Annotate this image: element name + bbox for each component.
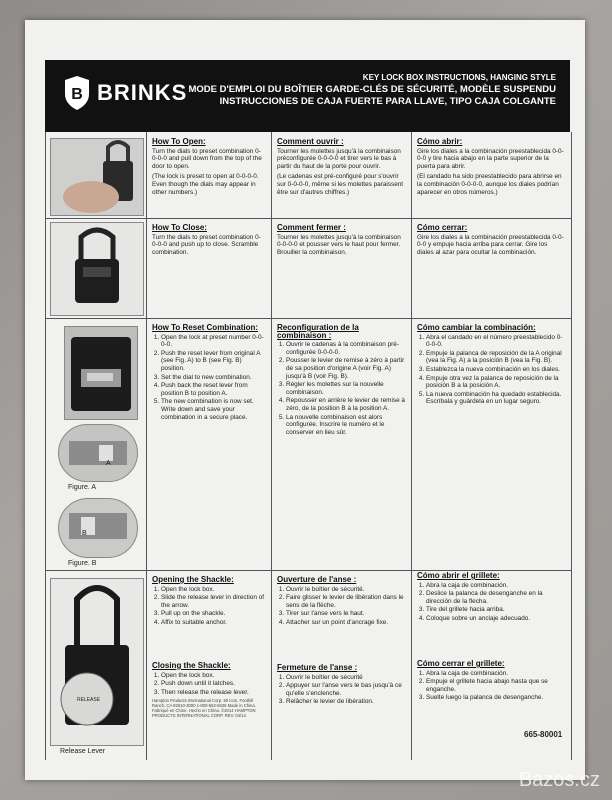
column-divider (271, 132, 272, 760)
reset-en-title: How To Reset Combination: (152, 323, 259, 332)
list-item: 1. Ouvrir le boîtier de sécurité (286, 674, 405, 682)
list-item: 1. Open the lock box. (161, 672, 266, 680)
figure-a-marker: A (106, 460, 111, 467)
open-fr (277, 138, 405, 199)
list-item: 4. Affix to suitable anchor. (161, 619, 266, 627)
list-item: 2. Empuje la palanca de reposición de la A original (vea la Fig. A) a la posición B (vea la Fig. B). (426, 350, 565, 365)
reset-fr-steps (277, 341, 405, 436)
header-title (188, 72, 556, 108)
reset-fr (277, 324, 405, 437)
watermark: Bazos.cz (518, 769, 600, 791)
instruction-grid (45, 132, 572, 760)
list-item: 3. Régler les molettes sur la nouvelle combinaison. (286, 381, 405, 396)
list-item: 1. Abra el candado en el número preestablecido 0-0-0-0. (426, 334, 565, 349)
svg-text:B: B (71, 86, 83, 103)
reset-en-steps (152, 334, 266, 422)
shackle-close-en-steps (152, 672, 266, 697)
figure-b-caption: Figure. B (68, 560, 97, 567)
column-divider (146, 132, 147, 760)
reset-es (417, 324, 565, 407)
lockbox-illustration (51, 223, 143, 315)
open-fr-text: Tourner les molettes jusqu'à la combinaison préconfigurée 0-0-0-0 et tirer vers le bas à partir du haut de la porte pour ouvrir. (277, 147, 401, 170)
shackle-close-fr-title: Fermeture de l'anse : (277, 663, 358, 672)
list-item: 2. Empuje el grillete hacia abajo hasta que se enganche. (426, 678, 565, 693)
row-divider (46, 318, 571, 319)
fine-print: Hampton Products International Corp. 50 Icon, Foothill Ranch, CA 92610-3000 1-800-562-5625 Made in China. Fabriqué en Chine. Hecho en China. ©2014 HAMPTON PRODUCTS INTERNATIONAL CORP. REV. 04/14 (152, 698, 256, 718)
list-item: 5. La nueva combinación ha quedado establecida. Escríbala y guárdela en un lugar seguro. (426, 391, 565, 406)
list-item: 4. Empuje otra vez la palanca de reposición de la posición B a la posición A. (426, 375, 565, 390)
list-item: 2. Faire glisser le levier de libération dans le sens de la flèche. (286, 594, 405, 609)
list-item: 1. Abra la caja de combinación. (426, 670, 565, 678)
close-en-text: Turn the dials to preset combination 0-0-0-0 and push up to close. Scramble combination. (152, 233, 261, 256)
column-divider (411, 132, 412, 760)
list-item: 2. Deslice la palanca de desenganche en la dirección de la flecha. (426, 590, 565, 605)
open-en-note: (The lock is preset to open at 0-0-0-0. Even though the dials may appear in other numbers.) (152, 173, 259, 196)
figure-b-photo (58, 498, 138, 558)
shackle-close-es-steps (417, 670, 565, 702)
list-item: 3. Suelte luego la palanca de desenganche. (426, 694, 565, 702)
title-es: INSTRUCCIONES DE CAJA FUERTE PARA LLAVE, TIPO CAJA COLGANTE (219, 96, 556, 107)
shackle-open-fr-title: Ouverture de l'anse : (277, 575, 357, 584)
list-item: 3. Then release the release lever. (161, 689, 266, 697)
close-fr-text: Tourner les molettes jusqu'à la combinaison 0-0-0-0 et pousser vers le haut pour fermer. Brouiller la combinaison. (277, 233, 401, 256)
open-en (152, 138, 266, 199)
instruction-sheet (25, 20, 585, 780)
figure-a-photo (58, 424, 138, 482)
reset-fr-title: Reconfiguration de la combinaison : (277, 323, 359, 340)
close-es-title: Cómo cerrar: (417, 223, 468, 232)
close-en-title: How To Close: (152, 223, 207, 232)
list-item: 2. Push the reset lever from original A (see Fig. A) to B (see Fig. B) position. (161, 350, 266, 373)
list-item: 3. Tire del grillete hacia arriba. (426, 606, 565, 614)
reset-en (152, 324, 266, 422)
list-item: 2. Appuyer sur l'anse vers le bas jusqu'à ce qu'elle s'enclenche. (286, 682, 405, 697)
list-item: 1. Open the lock box. (161, 586, 266, 594)
list-item: 4. Push back the reset lever from position B to position A. (161, 382, 266, 397)
shackle-open-es-title: Cómo abrir el grillete: (417, 571, 500, 580)
shackle-close-en (152, 662, 266, 697)
list-item: 3. Establezca la nueva combinación en los diales. (426, 366, 565, 374)
list-item: 4. Repousser en arrière le levier de remise à zéro, de la position B à la position A. (286, 397, 405, 412)
part-number: 665-80001 (524, 730, 563, 739)
list-item: 2. Pousser le levier de remise à zéro à partir de sa position d'origine A (voir Fig. A) jusqu'à B (voir Fig. B). (286, 357, 405, 380)
shackle-close-fr-steps (277, 674, 405, 706)
reset-es-title: Cómo cambiar la combinación: (417, 323, 536, 332)
list-item: 3. Tirer sur l'anse vers le haut. (286, 610, 405, 618)
row-divider (46, 218, 571, 219)
close-es (417, 224, 565, 259)
figure-a-caption: Figure. A (68, 484, 97, 491)
shackle-open-en (152, 576, 266, 628)
close-en (152, 224, 266, 259)
reset-es-steps (417, 334, 565, 406)
reset-lever-a-illustration (59, 425, 137, 481)
close-photo (50, 222, 144, 316)
close-fr-title: Comment fermer : (277, 223, 346, 232)
list-item: 3. Relâcher le levier de libération. (286, 698, 405, 706)
shackle-close-en-title: Closing the Shackle: (152, 661, 231, 670)
list-item: 1. Ouvrir le cadenas à la combinaison pré-configurée 0-0-0-0. (286, 341, 405, 356)
list-item: 4. Coloque sobre un anclaje adecuado. (426, 615, 565, 623)
list-item: 5. The new combination is now set. Write down and save your combination in a secure place. (161, 398, 266, 421)
list-item: 4. Attacher sur un point d'ancrage fixe. (286, 619, 405, 627)
open-en-text: Turn the dials to preset combination 0-0-0-0 and pull down from the top of the door to open. (152, 147, 262, 170)
list-item: 3. Set the dial to new combination. (161, 374, 266, 382)
shackle-lockbox-illustration (51, 579, 143, 745)
list-item: 1. Ouvrir le boîtier de sécurité. (286, 586, 405, 594)
open-lockbox-illustration (65, 327, 137, 419)
brand-logo (63, 76, 187, 110)
shackle-open-fr (277, 576, 405, 628)
brand-name: BRINKS (97, 80, 188, 105)
release-label: RELEASE (77, 697, 101, 703)
hand-lockbox-illustration (51, 139, 143, 215)
list-item: 2. Slide the release lever in direction of the arrow. (161, 594, 266, 609)
list-item: 1. Open the lock at preset number 0-0-0-0. (161, 334, 266, 349)
release-lever-caption: Release Lever (60, 748, 106, 755)
list-item: 3. Pull up on the shackle. (161, 610, 266, 618)
open-es-note: (El candado ha sido preestablecido para abrirse en la combinación 0-0-0-0, aunque los diales podrían aparecer en otros números.) (417, 173, 562, 196)
open-fr-title: Comment ouvrir : (277, 137, 344, 146)
list-item: 1. Abra la caja de combinación. (426, 582, 565, 590)
open-photo (50, 138, 144, 216)
shackle-open-en-steps (152, 586, 266, 627)
shackle-open-en-title: Opening the Shackle: (152, 575, 234, 584)
shackle-open-es-steps (417, 582, 565, 623)
list-item: 5. La nouvelle combinaison est alors configurée. Inscrire le numéro et le conserver en lieu sûr. (286, 414, 405, 437)
open-es (417, 138, 565, 199)
reset-photo (64, 326, 138, 420)
open-es-title: Cómo abrir: (417, 137, 463, 146)
reset-lever-b-illustration (59, 499, 137, 557)
figure-b-marker: B (82, 530, 87, 537)
close-fr (277, 224, 405, 259)
shackle-close-es (417, 660, 565, 703)
title-en: KEY LOCK BOX INSTRUCTIONS, HANGING STYLE (362, 73, 556, 82)
open-fr-note: (Le cadenas est pré-configuré pour s'ouvrir sur 0-0-0-0, même si les molettes paraissent être sur d'autres chiffres.) (277, 173, 404, 196)
shackle-open-es (417, 572, 565, 624)
shackle-open-fr-steps (277, 586, 405, 627)
shackle-photo (50, 578, 144, 746)
shackle-close-es-title: Cómo cerrar el grillete: (417, 659, 505, 668)
shield-logo-icon (63, 76, 91, 110)
title-fr: MODE D'EMPLOI DU BOÎTIER GARDE-CLÉS DE SÉCURITÉ, MODÈLE SUSPENDU (188, 84, 556, 95)
close-es-text: Gire los diales a la combinación preestablecida 0-0-0-0 y empuje hacia arriba para cerrar. Gire los diales al azar para ocultar la combinación. (417, 233, 564, 256)
open-es-text: Gire los diales a la combinación preestablecida 0-0-0-0 y tire hacia abajo en la parte superior de la puerta para abrir. (417, 147, 564, 170)
list-item: 2. Push down until it latches. (161, 680, 266, 688)
shackle-close-fr (277, 664, 405, 707)
header-bar (45, 60, 570, 132)
open-en-title: How To Open: (152, 137, 206, 146)
